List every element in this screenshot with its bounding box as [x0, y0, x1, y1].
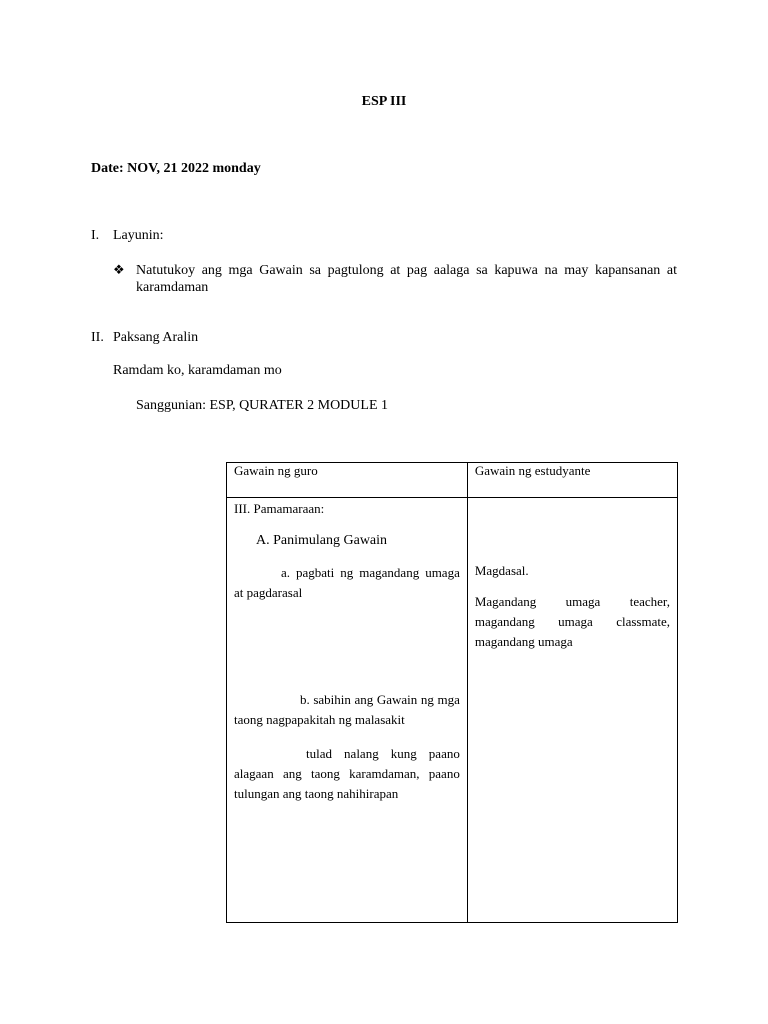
- lesson-topic: Ramdam ko, karamdaman mo: [113, 363, 282, 378]
- header-teacher-activity: Gawain ng guro: [227, 463, 468, 498]
- document-title: ESP III: [361, 94, 407, 109]
- describe-care-item: b. sabihin ang Gawain ng mga taong nagpapakitah ng malasakit: [234, 692, 460, 727]
- intro-activity-heading: A. Panimulang Gawain: [256, 533, 388, 548]
- care-examples-text: tulad nalang kung paano alagaan ang taong karamdaman, paano tulungan ang taong nahihirapan: [234, 746, 460, 801]
- student-activity-cell: [467, 498, 677, 923]
- lesson-date: Date: NOV, 21 2022 monday: [91, 161, 261, 176]
- greeting-prayer-item: a. pagbati ng magandang umaga at pagdarasal: [234, 565, 460, 600]
- header-student-activity: Gawain ng estudyante: [467, 463, 677, 498]
- section-1-heading: Layunin:: [113, 228, 164, 243]
- table-row: [227, 498, 678, 923]
- table-header-row: [227, 463, 678, 498]
- student-prayer-response: Magdasal.: [474, 563, 529, 578]
- student-greeting-response: Magandang umaga teacher, magandang umaga classmate, magandang umaga: [474, 594, 670, 649]
- objective-text: Natutukoy ang mga Gawain sa pagtulong at pag aalaga sa kapuwa na may kapansanan at karamdaman: [136, 263, 677, 295]
- teacher-activity-cell: [227, 498, 468, 923]
- section-2-number: II.: [91, 330, 104, 345]
- lesson-plan-table: [226, 462, 678, 923]
- section-2-heading: Paksang Aralin: [113, 330, 199, 345]
- section-1-number: I.: [91, 228, 100, 243]
- diamond-bullet-icon: ❖: [113, 262, 125, 277]
- lesson-reference: Sanggunian: ESP, QURATER 2 MODULE 1: [136, 398, 389, 413]
- procedure-heading: III. Pamamaraan:: [234, 501, 325, 516]
